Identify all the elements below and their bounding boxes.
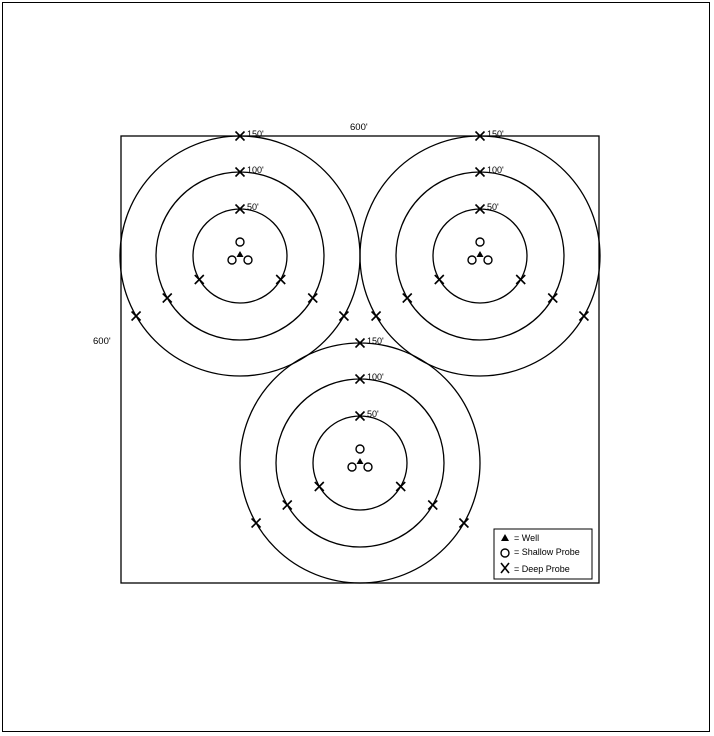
shallow-probe-marker xyxy=(364,463,372,471)
deep-probe-marker xyxy=(308,294,317,303)
shallow-probe-marker xyxy=(348,463,356,471)
deep-probe-marker xyxy=(403,294,412,303)
shallow-probe-marker xyxy=(228,256,236,264)
ring-label: 100' xyxy=(367,372,384,382)
deep-probe-marker xyxy=(579,312,588,321)
well-groups xyxy=(120,129,600,583)
deep-probe-marker xyxy=(516,275,525,284)
deep-probe-marker xyxy=(315,482,324,491)
dimension-top-label: 600' xyxy=(350,122,368,133)
deep-probe-marker xyxy=(283,501,292,510)
deep-probe-marker xyxy=(459,519,468,528)
shallow-probe-marker xyxy=(236,238,244,246)
deep-probe-marker xyxy=(435,275,444,284)
well-icon xyxy=(477,251,484,257)
ring-label: 100' xyxy=(247,165,264,175)
deep-probe-marker xyxy=(339,312,348,321)
shallow-probe-marker xyxy=(356,445,364,453)
deep-probe-marker xyxy=(428,501,437,510)
dimension-left-label: 600' xyxy=(93,336,111,347)
deep-probe-marker xyxy=(252,519,261,528)
well-group-1 xyxy=(120,129,360,376)
legend-shallow-probe-label: = Shallow Probe xyxy=(514,547,580,557)
site-boundary xyxy=(121,136,599,583)
shallow-probe-marker xyxy=(244,256,252,264)
ring-label: 150' xyxy=(367,336,384,346)
deep-probe-marker xyxy=(163,294,172,303)
well-icon xyxy=(357,458,364,464)
ring-label: 150' xyxy=(487,129,504,139)
ring-label: 150' xyxy=(247,129,264,139)
legend xyxy=(494,529,592,579)
ring-label: 100' xyxy=(487,165,504,175)
shallow-probe-marker xyxy=(476,238,484,246)
deep-probe-marker xyxy=(195,275,204,284)
ring-label: 50' xyxy=(487,202,499,212)
well-group-2 xyxy=(360,129,600,376)
well-group-3 xyxy=(240,336,480,583)
deep-probe-marker xyxy=(548,294,557,303)
legend-well-label: = Well xyxy=(514,533,540,543)
well-icon xyxy=(237,251,244,257)
deep-probe-marker xyxy=(396,482,405,491)
deep-probe-marker xyxy=(276,275,285,284)
shallow-probe-marker xyxy=(468,256,476,264)
legend-deep-probe-label: = Deep Probe xyxy=(514,564,570,574)
ring-label: 50' xyxy=(367,409,379,419)
deep-probe-marker xyxy=(132,312,141,321)
deep-probe-marker xyxy=(372,312,381,321)
shallow-probe-marker xyxy=(484,256,492,264)
ring-label: 50' xyxy=(247,202,259,212)
